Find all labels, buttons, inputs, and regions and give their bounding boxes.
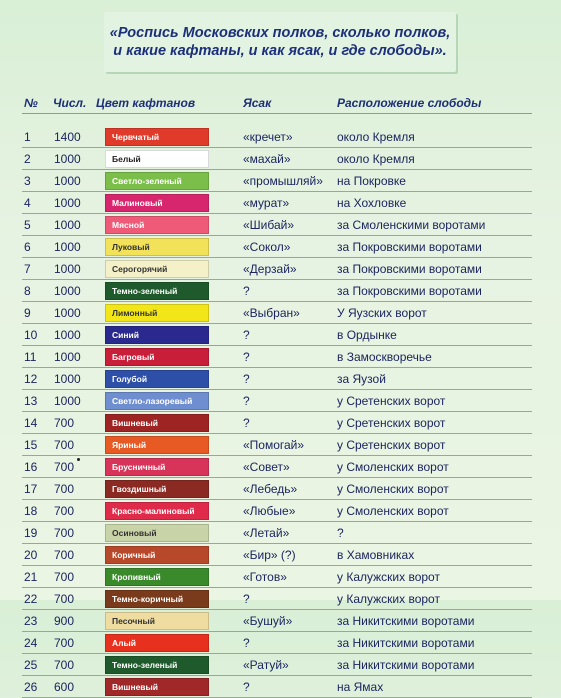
- color-swatch: [105, 568, 209, 586]
- row-count: 1000: [54, 174, 81, 188]
- row-location: за Никитскими воротами: [337, 614, 475, 628]
- color-swatch: [105, 370, 209, 388]
- table-row: [0, 544, 561, 566]
- row-yasak: «мурат»: [243, 196, 290, 210]
- color-name: Коричный: [112, 550, 156, 560]
- row-yasak: «Любые»: [243, 504, 296, 518]
- table-row: [0, 214, 561, 236]
- color-swatch: [105, 194, 209, 212]
- color-name: Вишневый: [112, 682, 159, 692]
- row-location: за Никитскими воротами: [337, 636, 475, 650]
- row-location: за Яузой: [337, 372, 386, 386]
- color-swatch: [105, 590, 209, 608]
- row-yasak: «Лебедь»: [243, 482, 298, 496]
- row-count: 1000: [54, 394, 81, 408]
- row-yasak: ?: [243, 416, 250, 430]
- table-row: [0, 192, 561, 214]
- row-yasak: ?: [243, 372, 250, 386]
- row-count: 1000: [54, 240, 81, 254]
- row-location: на Покровке: [337, 174, 406, 188]
- row-yasak: «Бушуй»: [243, 614, 293, 628]
- row-count: 1000: [54, 262, 81, 276]
- color-name: Серогорячий: [112, 264, 168, 274]
- row-yasak: «махай»: [243, 152, 291, 166]
- row-number: 19: [24, 526, 38, 540]
- color-name: Луковый: [112, 242, 150, 252]
- color-name: Гвоздишный: [112, 484, 167, 494]
- table-row: [0, 456, 561, 478]
- row-count: 700: [54, 658, 75, 672]
- color-name: Белый: [112, 154, 141, 164]
- row-number: 2: [24, 152, 31, 166]
- row-count: 700: [54, 460, 75, 474]
- row-location: в Ордынке: [337, 328, 397, 342]
- color-name: Красно-малиновый: [112, 506, 195, 516]
- row-location: около Кремля: [337, 152, 415, 166]
- row-count: 1000: [54, 372, 81, 386]
- table-row: [0, 434, 561, 456]
- row-location: за Покровскими воротами: [337, 240, 482, 254]
- color-swatch: [105, 436, 209, 454]
- row-location: за Покровскими воротами: [337, 262, 482, 276]
- row-number: 24: [24, 636, 38, 650]
- header-location: Расположение слободы: [337, 96, 482, 110]
- row-location: у Сретенских ворот: [337, 416, 446, 430]
- color-name: Вишневый: [112, 418, 159, 428]
- row-yasak: «Совет»: [243, 460, 290, 474]
- row-number: 13: [24, 394, 38, 408]
- table-row: [0, 324, 561, 346]
- row-count: 600: [54, 680, 75, 694]
- color-swatch: [105, 656, 209, 674]
- row-yasak: ?: [243, 328, 250, 342]
- row-location: у Сретенских ворот: [337, 438, 446, 452]
- row-number: 23: [24, 614, 38, 628]
- row-yasak: «Готов»: [243, 570, 287, 584]
- color-name: Лимонный: [112, 308, 158, 318]
- row-location: у Калужских ворот: [337, 592, 440, 606]
- row-yasak: ?: [243, 636, 250, 650]
- color-swatch: [105, 634, 209, 652]
- color-name: Яриный: [112, 440, 147, 450]
- row-count: 700: [54, 548, 75, 562]
- row-number: 4: [24, 196, 31, 210]
- table-row: [0, 302, 561, 324]
- color-swatch: [105, 524, 209, 542]
- row-number: 6: [24, 240, 31, 254]
- color-swatch: [105, 546, 209, 564]
- color-name: Синий: [112, 330, 139, 340]
- regiments-table: [0, 126, 561, 698]
- row-count: 1000: [54, 196, 81, 210]
- row-number: 12: [24, 372, 38, 386]
- color-name: Осиновый: [112, 528, 157, 538]
- header-color: Цвет кафтанов: [96, 96, 196, 110]
- row-number: 20: [24, 548, 38, 562]
- row-yasak: «Ратуй»: [243, 658, 289, 672]
- color-name: Кропивный: [112, 572, 161, 582]
- header-count: Числ.: [53, 96, 87, 110]
- table-row: [0, 170, 561, 192]
- row-location: за Никитскими воротами: [337, 658, 475, 672]
- header-num: №: [24, 96, 38, 110]
- row-location: у Калужских ворот: [337, 570, 440, 584]
- row-yasak: ?: [243, 680, 250, 694]
- table-row: [0, 258, 561, 280]
- row-yasak: «кречет»: [243, 130, 293, 144]
- color-name: Темно-коричный: [112, 594, 184, 604]
- row-yasak: «промышляй»: [243, 174, 323, 188]
- color-swatch: [105, 216, 209, 234]
- row-count: 1000: [54, 328, 81, 342]
- color-swatch: [105, 128, 209, 146]
- title-line-1: «Роспись Московских полков, сколько полков,: [109, 25, 451, 41]
- color-name: Темно-зеленый: [112, 286, 178, 296]
- row-count: 1000: [54, 218, 81, 232]
- row-number: 3: [24, 174, 31, 188]
- color-name: Темно-зеленый: [112, 660, 178, 670]
- stray-dot: [77, 458, 80, 461]
- color-name: Песочный: [112, 616, 155, 626]
- row-number: 21: [24, 570, 38, 584]
- color-name: Алый: [112, 638, 137, 648]
- color-swatch: [105, 326, 209, 344]
- row-location: за Смоленскими воротами: [337, 218, 486, 232]
- row-count: 700: [54, 526, 75, 540]
- row-location: У Яузских ворот: [337, 306, 427, 320]
- row-yasak: «Дерзай»: [243, 262, 297, 276]
- row-yasak: «Бир» (?): [243, 548, 296, 562]
- row-number: 17: [24, 482, 38, 496]
- row-number: 15: [24, 438, 38, 452]
- row-count: 700: [54, 636, 75, 650]
- table-row: [0, 368, 561, 390]
- table-row: [0, 390, 561, 412]
- color-name: Брусничный: [112, 462, 166, 472]
- row-count: 700: [54, 592, 75, 606]
- row-yasak: ?: [243, 284, 250, 298]
- row-number: 1: [24, 130, 31, 144]
- row-number: 10: [24, 328, 38, 342]
- row-number: 5: [24, 218, 31, 232]
- row-number: 25: [24, 658, 38, 672]
- color-swatch: [105, 502, 209, 520]
- color-swatch: [105, 150, 209, 168]
- color-swatch: [105, 260, 209, 278]
- header-yasak: Ясак: [243, 96, 272, 110]
- row-number: 22: [24, 592, 38, 606]
- row-count: 900: [54, 614, 75, 628]
- color-swatch: [105, 612, 209, 630]
- row-number: 8: [24, 284, 31, 298]
- row-number: 16: [24, 460, 38, 474]
- row-location: за Покровскими воротами: [337, 284, 482, 298]
- title-box: [104, 12, 456, 72]
- row-location: в Замоскворечье: [337, 350, 432, 364]
- row-yasak: ?: [243, 592, 250, 606]
- row-location: у Сретенских ворот: [337, 394, 446, 408]
- table-row: [0, 566, 561, 588]
- row-yasak: «Выбран»: [243, 306, 300, 320]
- color-name: Багровый: [112, 352, 155, 362]
- row-yasak: «Помогай»: [243, 438, 305, 452]
- table-row: [0, 610, 561, 632]
- table-row: [0, 676, 561, 698]
- table-row: [0, 412, 561, 434]
- color-name: Мясной: [112, 220, 145, 230]
- table-row: [0, 654, 561, 676]
- row-yasak: «Сокол»: [243, 240, 291, 254]
- row-location: у Смоленских ворот: [337, 482, 449, 496]
- row-count: 700: [54, 504, 75, 518]
- table-row: [0, 236, 561, 258]
- table-row: [0, 478, 561, 500]
- row-count: 700: [54, 416, 75, 430]
- page-title: [110, 24, 450, 60]
- row-count: 1000: [54, 152, 81, 166]
- row-location: у Смоленских ворот: [337, 460, 449, 474]
- row-count: 700: [54, 482, 75, 496]
- row-yasak: ?: [243, 394, 250, 408]
- table-row: [0, 500, 561, 522]
- header-divider: [22, 113, 532, 114]
- color-swatch: [105, 458, 209, 476]
- row-location: около Кремля: [337, 130, 415, 144]
- table-row: [0, 280, 561, 302]
- row-number: 11: [24, 350, 37, 364]
- color-swatch: [105, 238, 209, 256]
- color-name: Малиновый: [112, 198, 163, 208]
- color-swatch: [105, 282, 209, 300]
- row-location: у Смоленских ворот: [337, 504, 449, 518]
- row-location: в Хамовниках: [337, 548, 415, 562]
- color-swatch: [105, 414, 209, 432]
- color-swatch: [105, 348, 209, 366]
- row-yasak: ?: [243, 350, 250, 364]
- row-count: 1400: [54, 130, 81, 144]
- color-name: Червчатый: [112, 132, 160, 142]
- color-swatch: [105, 480, 209, 498]
- color-swatch: [105, 678, 209, 696]
- row-number: 18: [24, 504, 38, 518]
- row-count: 700: [54, 438, 75, 452]
- row-number: 14: [24, 416, 38, 430]
- table-row: [0, 522, 561, 544]
- row-number: 9: [24, 306, 31, 320]
- row-count: 1000: [54, 350, 81, 364]
- row-location: на Ямах: [337, 680, 384, 694]
- row-count: 1000: [54, 306, 81, 320]
- row-number: 26: [24, 680, 38, 694]
- color-swatch: [105, 172, 209, 190]
- row-yasak: «Летай»: [243, 526, 290, 540]
- table-row: [0, 126, 561, 148]
- row-location: ?: [337, 526, 344, 540]
- row-count: 700: [54, 570, 75, 584]
- title-line-2: и какие кафтаны, и как ясак, и где слободы».: [113, 43, 447, 59]
- color-name: Светло-зеленый: [112, 176, 182, 186]
- row-count: 1000: [54, 284, 81, 298]
- row-location: на Хохловке: [337, 196, 407, 210]
- table-row: [0, 632, 561, 654]
- table-row: [0, 148, 561, 170]
- row-number: 7: [24, 262, 31, 276]
- row-yasak: «Шибай»: [243, 218, 295, 232]
- color-swatch: [105, 392, 209, 410]
- table-row: [0, 346, 561, 368]
- color-name: Голубой: [112, 374, 148, 384]
- color-name: Светло-лазоревый: [112, 396, 193, 406]
- color-swatch: [105, 304, 209, 322]
- table-row: [0, 588, 561, 610]
